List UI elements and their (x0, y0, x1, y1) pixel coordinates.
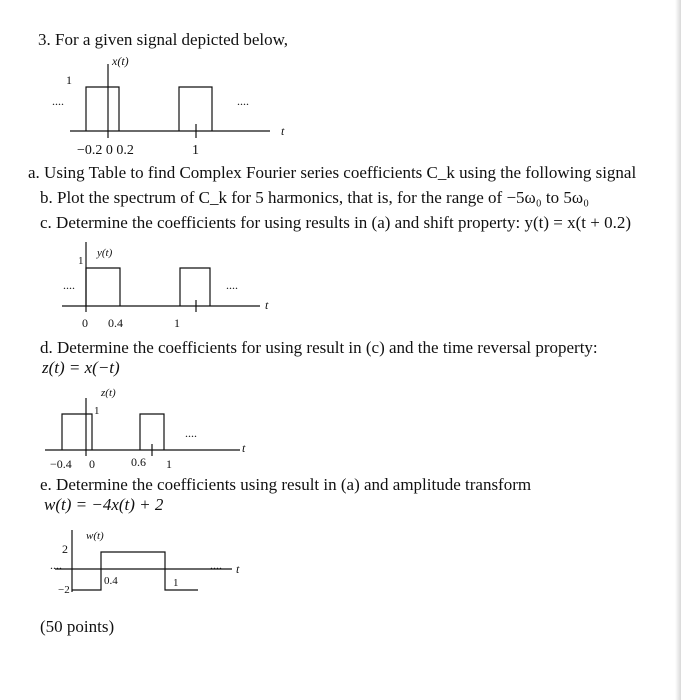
y-tick-label-1: 0.4 (108, 316, 123, 330)
y-amp-label: 1 (78, 255, 84, 267)
z-tick-label-1: 0 (89, 457, 95, 471)
y-dots-right: .... (226, 278, 238, 292)
part-e-line2: w(t) = −4x(t) + 2 (44, 495, 164, 514)
x-axis-label: t (281, 124, 285, 138)
w-axis-label: t (236, 562, 240, 576)
part-d-line1: d. Determine the coefficients for using result in (c) and the time reversal property: (40, 338, 598, 357)
points-label: (50 points) (40, 617, 115, 636)
w-amp-neg: −2 (58, 584, 70, 596)
w-dots-right: .... (210, 558, 222, 572)
w-amp-pos: 2 (62, 542, 68, 556)
z-tick-label-2: 0.6 (131, 455, 146, 469)
x-tick-label-1: 1 (192, 143, 199, 158)
w-title: w(t) (86, 530, 104, 542)
part-b: b. Plot the spectrum of C_k for 5 harmonics, that is, for the range of −5ω₀ to 5ω₀ (40, 188, 589, 207)
part-e-line1: e. Determine the coefficients using result in (a) and amplitude transform (40, 475, 532, 494)
y-axis-label: t (265, 298, 269, 312)
page-edge-shadow (675, 0, 681, 700)
z-axis-label: t (242, 441, 246, 455)
x-title: x(t) (112, 54, 129, 68)
y-title: y(t) (97, 247, 113, 259)
w-waveform (72, 552, 198, 590)
z-tick-label-0: −0.4 (50, 457, 72, 471)
w-dots-left: .... (50, 558, 62, 572)
problem-intro: 3. For a given signal depicted below, (38, 30, 289, 49)
z-amp-label: 1 (94, 405, 100, 417)
z-title: z(t) (101, 387, 116, 399)
z-dots-right: .... (185, 426, 197, 440)
y-tick-label-2: 1 (174, 316, 180, 330)
part-a: a. Using Table to find Complex Fourier series coefficients C_k using the following signal (28, 163, 637, 182)
y-tick-label-0: 0 (82, 316, 88, 330)
x-dots-right: .... (237, 94, 249, 108)
w-tick-label-1: 1 (173, 577, 179, 589)
x-amp-label: 1 (66, 73, 72, 87)
z-tick-label-3: 1 (166, 457, 172, 471)
w-tick-label-0: 0.4 (104, 575, 118, 587)
y-dots-left: .... (63, 278, 75, 292)
part-d-line2: z(t) = x(−t) (42, 358, 120, 377)
part-c: c. Determine the coefficients for using results in (a) and shift property: y(t) = x(t + 0.2) (40, 213, 632, 232)
x-dots-left: .... (52, 94, 64, 108)
x-tick-label-0: −0.2 0 0.2 (77, 143, 134, 158)
